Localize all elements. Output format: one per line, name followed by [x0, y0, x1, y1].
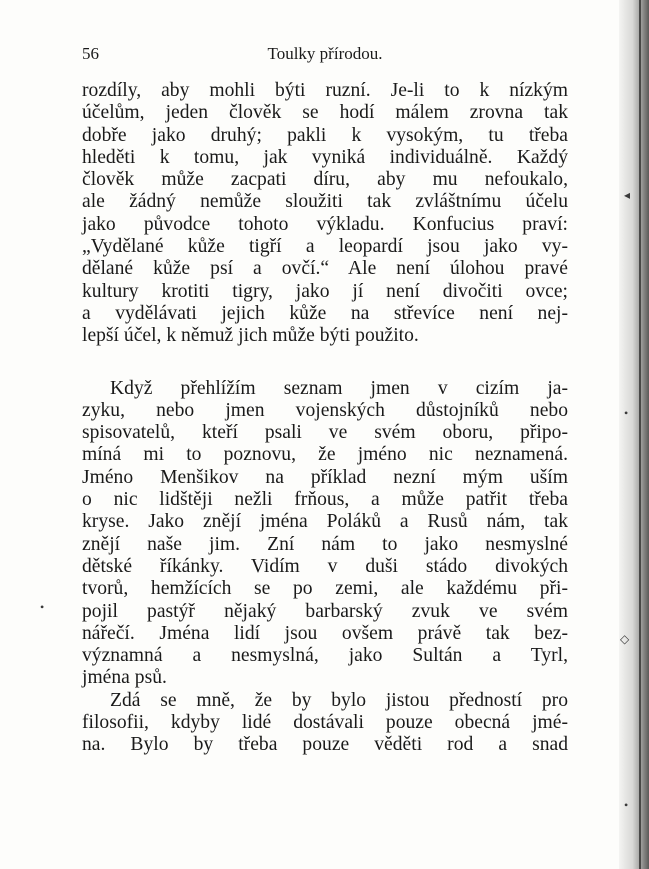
page-header: [82, 44, 568, 68]
page-edge-line: [639, 0, 641, 869]
text-line: filosofii, kdyby lidé dostávali pouze obecná jmé-: [82, 712, 568, 734]
text-line: tvorů, hemžících se po zemi, ale každému při-: [82, 578, 568, 600]
text-line: dobře jako druhý; pakli k vysokým, tu třeba: [82, 124, 568, 146]
paragraph-gap: [82, 348, 568, 378]
text-line: pojil pastýř nějaký barbarský zvuk ve svém: [82, 600, 568, 622]
text-line: člověk může zacpati díru, aby mu nefoukalo,: [82, 169, 568, 191]
text-line: významná a nesmyslná, jako Sultán a Tyrl,: [82, 645, 568, 667]
running-title: Toulky přírodou.: [267, 44, 383, 63]
text-line: kryse. Jako znějí jména Poláků a Rusů nám, tak: [82, 511, 568, 533]
text-line: rozdíly, aby mohli býti ruzní. Je-li to k nízkým: [82, 80, 568, 101]
page-edge-shadow: [619, 0, 649, 869]
text-line: dělané kůže psí a ovčí.“ Ale není úlohou pravé: [82, 258, 568, 280]
text-line: Když přehlížím seznam jmen v cizím ja-: [110, 377, 568, 399]
text-line: účelům, jeden člověk se hodí málem zrovna tak: [82, 102, 568, 124]
paragraph-2: [82, 378, 568, 690]
edge-mark: ◇: [620, 632, 630, 646]
paragraph-3: [82, 690, 568, 757]
body-text: [82, 80, 568, 757]
text-line: kultury krotiti tigry, jako jí není divočiti ovce;: [82, 280, 568, 302]
text-line: jména psů.: [82, 667, 167, 689]
text-line: a vydělávati jejich kůže na střevíce není nej-: [82, 302, 568, 324]
margin-dot: •: [40, 600, 45, 614]
text-line: znějí naše jim. Zní nám to jako nesmyslné: [82, 533, 568, 555]
text-line: lepší účel, k němuž jich může býti použito.: [82, 325, 419, 347]
text-line: ale žádný nemůže sloužiti tak zvláštnímu účelu: [82, 191, 568, 213]
text-line: o nic lidštěji nežli frňous, a může patřit třeba: [82, 489, 568, 511]
edge-mark: ◂: [624, 188, 631, 202]
edge-mark: •: [624, 798, 629, 812]
text-line: Zdá se mně, že by bylo jistou předností pro: [110, 689, 568, 711]
edge-mark: •: [624, 406, 629, 420]
text-line: Jméno Menšikov na příklad nezní mým uším: [82, 466, 568, 488]
text-line: míná mi to poznovu, že jméno nic neznamená.: [82, 444, 568, 466]
text-line: spisovatelů, kteří psali ve svém oboru, připo-: [82, 422, 568, 444]
page-number: 56: [82, 44, 99, 63]
paragraph-1: [82, 80, 568, 348]
text-line: hleděti k tomu, jak vyniká individuálně. Každý: [82, 146, 568, 168]
text-line: na. Bylo by třeba pouze věděti rod a snad: [82, 734, 568, 756]
text-line: jako původce tohoto výkladu. Konfucius praví:: [82, 213, 568, 235]
text-line: zyku, nebo jmen vojenských důstojníků nebo: [82, 399, 568, 421]
text-line: dětské říkánky. Vidím v duši stádo divokých: [82, 555, 568, 577]
text-line: nářečí. Jména lidí jsou ovšem právě tak bez-: [82, 622, 568, 644]
text-line: „Vydělané kůže tigří a leopardí jsou jako vy-: [82, 236, 568, 258]
